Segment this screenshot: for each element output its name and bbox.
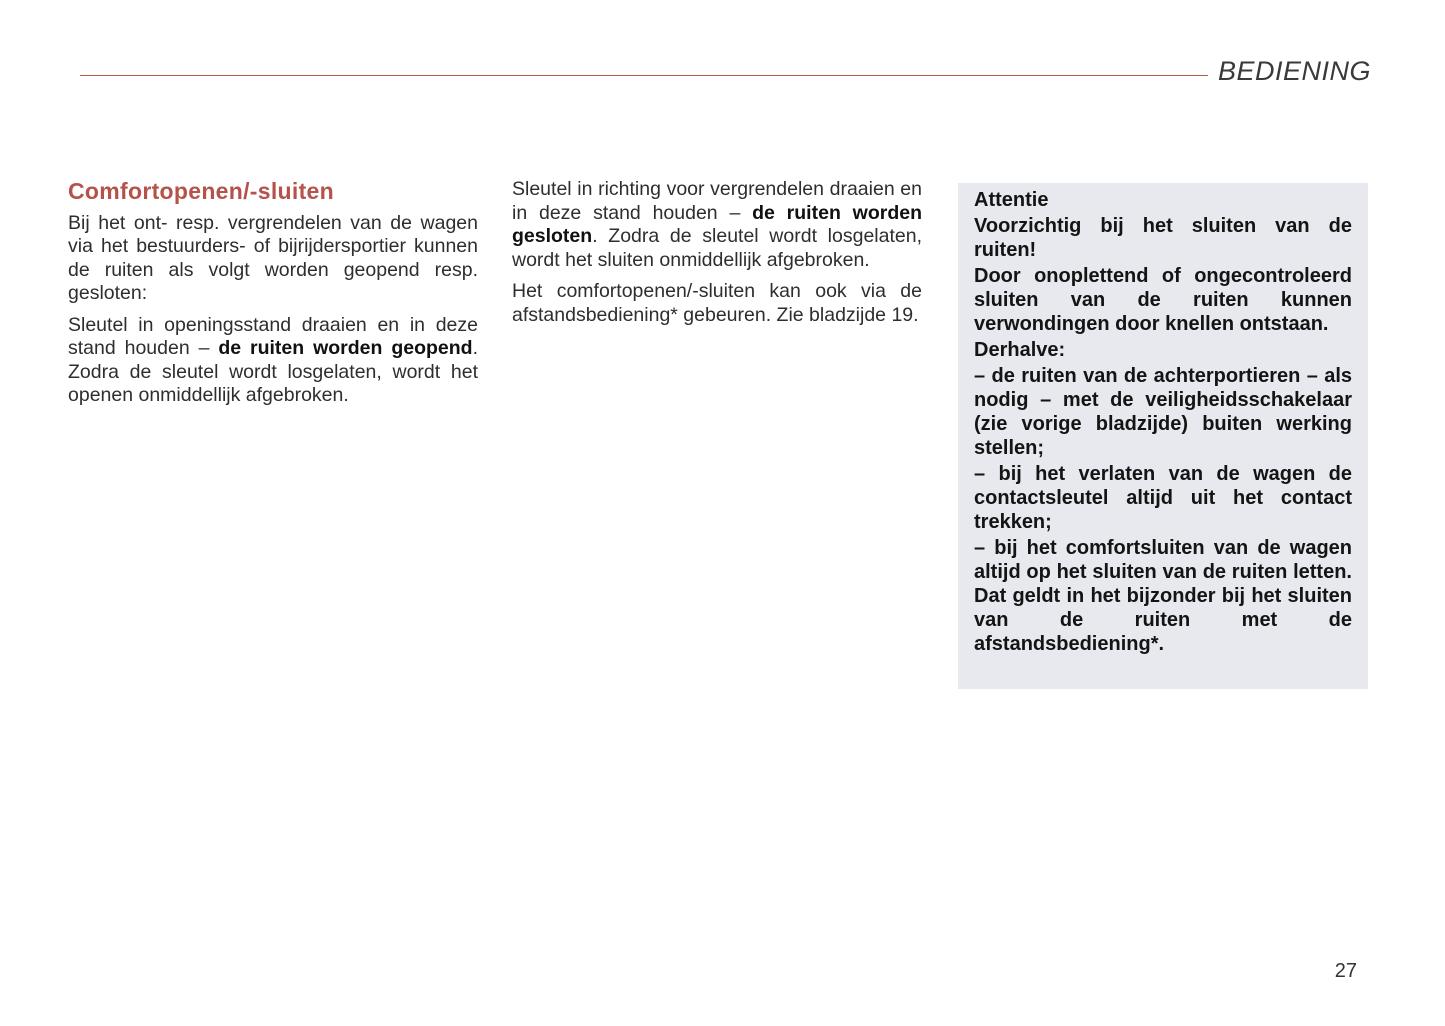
- middle-paragraph-1-bold: de ruiten worden gesloten: [512, 201, 922, 247]
- middle-paragraph-1: [512, 178, 922, 272]
- warning-line-1: Voorzichtig bij het sluiten van de ruiten!: [974, 215, 1352, 261]
- warning-item-3: – bij het comfortsluiten van de wagen altijd op het sluiten van de ruiten letten. Dat geldt in het bijzonder bij het sluiten van de ruiten met de afstandsbediening*.: [974, 537, 1352, 655]
- warning-line-3: Derhalve:: [974, 339, 1066, 361]
- middle-paragraph-2: Het comfortopenen/-sluiten kan ook via de afstandsbediening* gebeuren. Zie bladzijde 19.: [512, 280, 922, 326]
- left-paragraph-2: [68, 314, 478, 408]
- page-number: 27: [1334, 960, 1357, 982]
- left-column: [68, 178, 478, 416]
- left-paragraph-2-pre: Sleutel in openingsstand draaien en in deze stand houden –: [68, 313, 478, 359]
- warning-box: [958, 183, 1368, 689]
- section-heading: Comfortopenen/-sluiten: [68, 178, 334, 204]
- warning-line-2: Door onoplettend of ongecontroleerd sluiten van de ruiten kunnen verwondingen door knellen ontstaan.: [974, 265, 1352, 335]
- middle-paragraph-1-post: . Zodra de sleutel wordt losgelaten, wordt het sluiten onmiddellijk afgebroken.: [512, 225, 922, 271]
- middle-paragraph-1-pre: Sleutel in richting voor vergrendelen draaien en in deze stand houden –: [512, 178, 922, 224]
- left-paragraph-2-bold: de ruiten worden geopend: [218, 337, 473, 359]
- left-paragraph-2-post: . Zodra de sleutel wordt losgelaten, wordt het openen onmiddellijk afgebroken.: [68, 337, 478, 406]
- left-paragraph-1: Bij het ont- resp. vergrendelen van de wagen via het bestuurders- of bijrijdersportier kunnen de ruiten als volgt worden geopend resp. gesloten:: [68, 211, 478, 304]
- middle-column: [512, 178, 922, 335]
- header-rule: [80, 75, 1208, 76]
- warning-item-1: – de ruiten van de achterportieren – als nodig – met de veiligheidsschakelaar (zie vorige bladzijde) buiten werking stellen;: [974, 365, 1352, 459]
- warning-item-2: – bij het verlaten van de wagen de contactsleutel altijd uit het contact trekken;: [974, 463, 1352, 533]
- warning-title: Attentie: [974, 189, 1049, 211]
- section-label: BEDIENING: [1217, 56, 1371, 86]
